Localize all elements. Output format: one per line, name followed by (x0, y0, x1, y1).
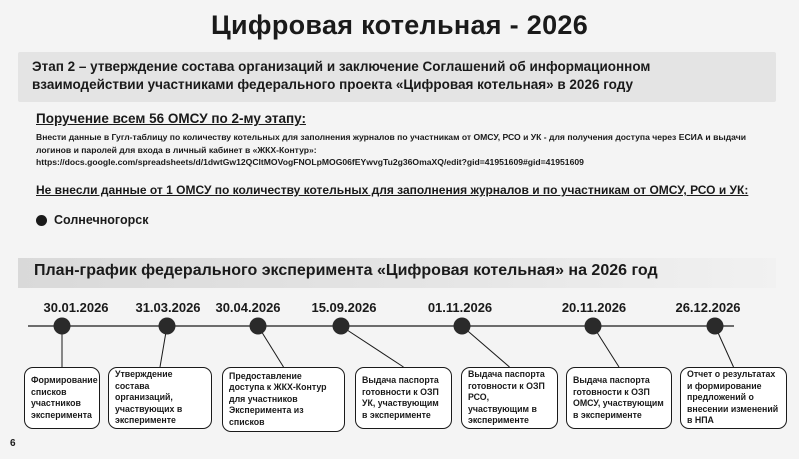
milestone-box (680, 367, 787, 429)
milestone-description: Формирование списков участников эксперимента (31, 375, 98, 420)
milestone-description: Предоставление доступа к ЖКХ-Контур для участников Эксперимента из списков (229, 370, 327, 427)
milestone-date: 26.12.2026 (675, 300, 741, 315)
order-title: Поручение всем 56 ОМСУ по 2-му этапу: (36, 111, 306, 126)
milestone-connector (462, 326, 510, 367)
milestone-box (566, 367, 672, 429)
milestone-box (461, 367, 558, 429)
milestone-dot (159, 318, 176, 335)
milestone-dot (585, 318, 602, 335)
milestone-box (24, 367, 100, 429)
order-instruction: Внести данные в Гугл-таблицу по количеству котельных для заполнения журналов по участникам от ОМСУ, РСО и УК - для получения доступа через ЕСИА и выдачи логинов и паролей для входа в личный кабинет в «ЖКХ-Контур»: (36, 132, 747, 155)
stage-text: Этап 2 – утверждение состава организаций и заключение Соглашений об информационном взаимодействии участниками федерального проекта «Цифровая котельная» в 2026 году (32, 59, 651, 92)
no-data-title: Не внесли данные от 1 ОМСУ по количеству котельных для заполнения журналов и по участникам от ОМСУ, РСО и УК: (36, 183, 749, 197)
milestone-description: Утверждение состава организаций, участвующих в эксперименте (115, 369, 183, 426)
milestone-dot (250, 318, 267, 335)
milestone-date: 31.03.2026 (135, 300, 201, 315)
page-number: 6 (10, 438, 16, 449)
milestone-date: 30.04.2026 (215, 300, 281, 315)
plan-title: План-график федерального эксперимента «Цифровая котельная» на 2026 год (34, 262, 658, 279)
milestone-box (108, 367, 212, 429)
milestone-connector (341, 326, 404, 367)
milestone-box (355, 367, 452, 429)
milestone-date: 30.01.2026 (43, 300, 109, 315)
milestone-date: 20.11.2026 (561, 300, 627, 315)
milestone-description: Выдача паспорта готовности к ОЗП ОМСУ, участвующим в эксперименте (573, 375, 664, 420)
milestone-date: 15.09.2026 (311, 300, 377, 315)
municipality-name: Солнечногорск (54, 213, 149, 227)
milestone-description: Выдача паспорта готовности к ОЗП УК, участвующим в эксперименте (362, 375, 439, 420)
milestone-description: Отчет о результатах и формирование предложений о внесении изменений в НПА (687, 369, 779, 426)
milestone-dot (54, 318, 71, 335)
spreadsheet-link[interactable]: https://docs.google.com/spreadsheets/d/1dwtGw12QCltMOVogFNOLpMOG06fEYwvgTu2g36OmaXQ/edit?gid=41951609#gid=41951609 (36, 157, 584, 167)
milestone-dot (707, 318, 724, 335)
page-title: Цифровая котельная - 2026 (210, 10, 589, 40)
milestone-box (222, 367, 345, 432)
milestone-description: Выдача паспорта готовности к ОЗП РСО, участвующим в эксперименте (468, 369, 545, 426)
milestone-dot (333, 318, 350, 335)
milestone-date: 01.11.2026 (427, 300, 493, 315)
milestone-dot (454, 318, 471, 335)
